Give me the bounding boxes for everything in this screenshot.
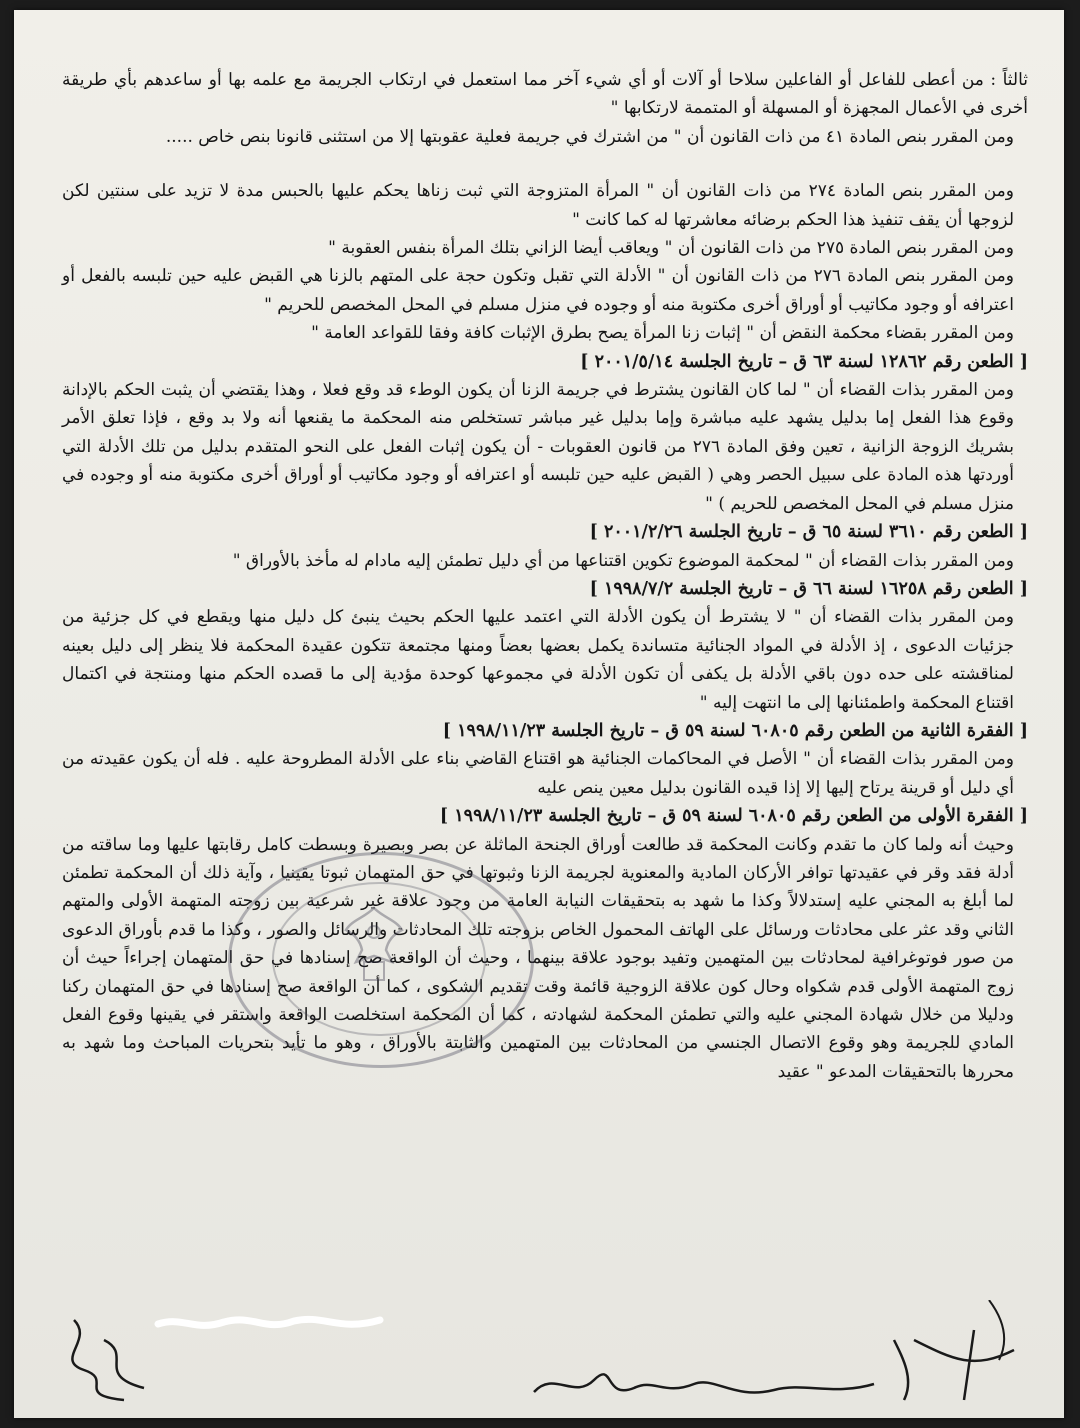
court-seal-stamp-icon	[334, 900, 414, 990]
paragraph-court-reasoning: وحيث أنه ولما كان ما تقدم وكانت المحكمة قد طالعت أوراق الجنحة الماثلة عن بصر وبصيرة وبسطت كامل رقابتها عليها وما ساقته من أدلة فقد وقر في عقيدتها توافر الأركان المادية والمعنوية لجريمة الزنا وثبوتها في حق المتهمان ثبوتا يقينيا ، وآية ذلك أن المحكمة تطمئن لما أبلغ به المجني عليه إستدلالاً وكذا ما شهد به بتحقيقات النيابة العامة من وجود علاقة غير شرعية بين زوجته المتهمة الأولى والمتهم الثاني وقد عثر على محادثات ورسائل على الهاتف المحمول الخاص بزوجته تلك المحادثات والرسائل والصور ، وكذا ما قدم بأوراق الدعوى من صور فوتوغرافية لمحادثات بين المتهمين وتفيد بوجود علاقة بينهما ، وحيث أن الواقعة صح إسنادها في حق المتهمان إجراءاً حيث أن زوج المتهمة الأولى قدم شكواه وحال كون علاقة الزوجية قائمة وقت تقديم الشكوى ، كما أن الواقعة صح إسنادها في حق المتهمان ركنا ودليلا من خلال شهادة المجني عليه والتي تطمئن المحكمة لشهادته ، كما أن المحكمة استخلصت الواقعة واستقر في يقينها وقوع الفعل المادي للجريمة وهو وقوع الاتصال الجنسي من المحادثات بين المتهمين والثابتة بالأوراق ، وهو ما تأيد بتحريات المباحث وما شهد به محررها بالتحقيقات المدعو " عقيد	[62, 834, 1014, 1082]
paragraph-cassation-proof: ومن المقرر بقضاء محكمة النقض أن " إثبات زنا المرأة يصح بطرق الإثبات كافة وفقا للقواعد العامة "	[311, 323, 1014, 344]
paragraph-article-276: ومن المقرر بنص المادة ٢٧٦ من ذات القانون أن " الأدلة التي تقبل وتكون حجة على المتهم بالزنا هي القبض عليه حين تلبسه بالفعل أو اعترافه أو وجود مكاتيب أو أوراق أخرى مكتوبة منه أو وجوده في منزل مسلم في المحل المخصص للحريم "	[62, 266, 1014, 315]
document-page	[14, 10, 1064, 1418]
paragraph-judge-conviction: ومن المقرر بذات القضاء أن " الأصل في المحاكمات الجنائية هو اقتناع القاضي بناء على الأدلة المطروحة عليه . فله أن يكون عقيدته من أي دليل أو قرينة يرتاح إليها إلا إذا قيده القانون بدليل معين ينص عليه	[62, 749, 1014, 798]
appeal-reference: [ الطعن رقم ٣٦١٠ لسنة ٦٥ ق – تاريخ الجلسة ٢٠٠١/٢/٢٦ ]	[589, 522, 1028, 543]
paragraph-evidence-cohesion: ومن المقرر بذات القضاء أن " لا يشترط أن يكون الأدلة التي اعتمد عليها الحكم بحيث ينبئ كل دليل منها ويقطع في كل جزئية من جزئيات الدعوى ، إذ الأدلة في المواد الجنائية متساندة يكمل بعضها بعضاً ومنها مجتمعة تتكون عقيدة المحكمة فلا ينظر إلى دليل بعينه لمناقشته على حده دون باقي الأدلة بل يكفى أن تكون الأدلة في مجموعها كوحدة مؤدية إلى ما قصده الحكم منها ومنتجة في اكتمال اقتناع المحكمة واطمئنانها إلى ما انتهت إليه "	[62, 607, 1014, 713]
appeal-reference: [ الفقرة الأولى من الطعن رقم ٦٠٨٠٥ لسنة ٥٩ ق – تاريخ الجلسة ١٩٩٨/١١/٢٣ ]	[439, 806, 1028, 827]
spacer	[62, 151, 1028, 177]
paragraph-article-41: ومن المقرر بنص المادة ٤١ من ذات القانون أن " من اشترك في جريمة فعلية عقوبتها إلا من استثنى قانونا بنص خاص .....	[165, 126, 1014, 147]
appeal-reference: [ الفقرة الثانية من الطعن رقم ٦٠٨٠٥ لسنة ٥٩ ق – تاريخ الجلسة ١٩٩٨/١١/٢٣ ]	[442, 720, 1028, 741]
paragraph-adultery-condition: ومن المقرر بذات القضاء أن " لما كان القانون يشترط في جريمة الزنا أن يكون الوطء قد وقع فعلا ، وهذا يقتضي أن يثبت الحكم بالإدانة وقوع هذا الفعل إما بدليل يشهد عليه مباشرة وإما بدليل غير مباشر تستخلص منه المحكمة ما يقنعها أنه ولا بد وقع ، فإذا تعلق الأمر بشريك الزوجة الزانية ، تعين وفق المادة ٢٧٦ من قانون العقوبات - أن يكون إثبات الفعل على النحو المتقدم بدليل من تلك الأدلة التي أوردتها هذه المادة على سبيل الحصر وهي ( القبض عليه حين تلبسه أو اعترافه أو وجود مكاتيب أو أوراق أخرى مكتوبة منه أو وجوده في منزل مسلم في المحل المخصص للحريم ) "	[62, 380, 1014, 514]
paragraph-third-clause: ثالثاً : من أعطى للفاعل أو الفاعلين سلاحا أو آلات أو أي شيء آخر مما استعمل في ارتكاب الجريمة مع علمه بها أو ساعدهم بأي طريقة أخرى في الأعمال المجهزة أو المسهلة أو المتممة لارتكابها "	[62, 70, 1028, 119]
appeal-reference: [ الطعن رقم ١٢٨٦٢ لسنة ٦٣ ق – تاريخ الجلسة ٢٠٠١/٥/١٤ ]	[580, 351, 1028, 372]
document-body	[62, 66, 1028, 1086]
paragraph-court-conviction: ومن المقرر بذات القضاء أن " لمحكمة الموضوع تكوين اقتناعها من أي دليل تطمئن إليه مادام له مأخذ بالأوراق "	[232, 550, 1014, 571]
paragraph-article-274: ومن المقرر بنص المادة ٢٧٤ من ذات القانون أن " المرأة المتزوجة التي ثبت زناها يحكم عليها بالحبس مدة لا تزيد على سنتين لكن لزوجها أن يقف تنفيذ هذا الحكم برضائه معاشرتها له كما كانت "	[62, 181, 1014, 230]
redaction-scribble-icon	[154, 1312, 384, 1334]
appeal-reference: [ الطعن رقم ١٦٢٥٨ لسنة ٦٦ ق – تاريخ الجلسة ١٩٩٨/٧/٢ ]	[589, 578, 1028, 599]
paragraph-article-275: ومن المقرر بنص المادة ٢٧٥ من ذات القانون أن " ويعاقب أيضا الزاني بتلك المرأة بنفس العقوبة "	[328, 238, 1014, 259]
